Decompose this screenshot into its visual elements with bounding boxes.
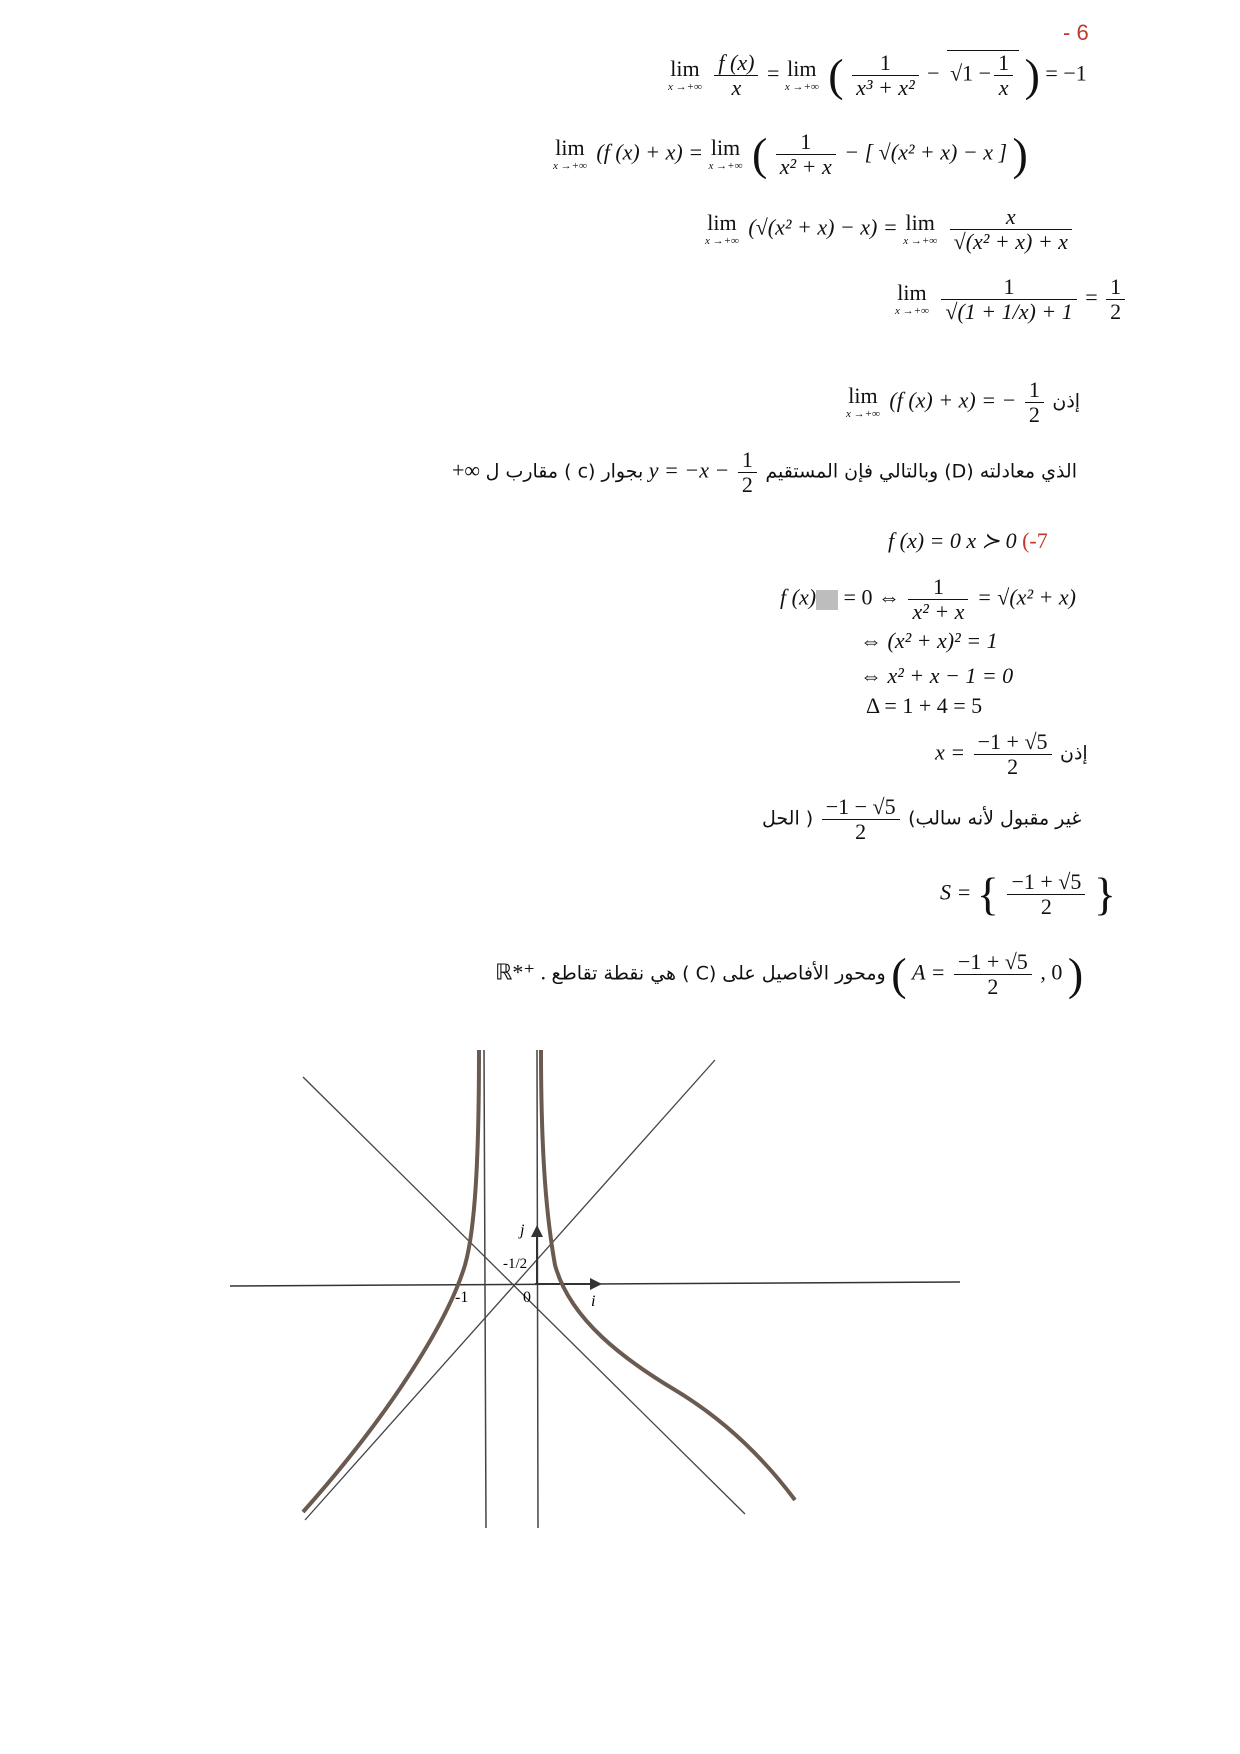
asymptote-x-minus-one [484, 1050, 486, 1528]
vector-i-arrowhead [590, 1278, 602, 1290]
label-minus-one: -1 [455, 1289, 469, 1306]
equation-limit-simplified: lim x →+∞ $\frac{1}{√(1 + 1/x) + 1}$ = $\frac{1}{2}$ [895, 275, 1128, 324]
page-number: - 6 [1063, 20, 1089, 45]
part-7-heading: f (x) = 0 x ≻ 0 (-7 [888, 528, 1048, 553]
equation-limit-f-over-x: lim x →+∞ $\frac{f (x)}{x}$ = lim x →+∞ ( $\frac{1}{\text{x³ + x²}}$ − √1 − $\frac{1}{x}$ ) = −1 [668, 49, 1087, 101]
equation-limit-result: lim x →+∞ (f (x) + x) = − $\frac{1}{2}$ إذن [846, 377, 1081, 427]
curve-right-branch [541, 1050, 795, 1500]
intersection-point: ℝ*⁺ . هي نقطة تقاطع ( C) ومحور الأفاصيل على ( A = $\frac{-1 + √5}{2}$ , 0 ) [495, 948, 1084, 1000]
label-minus-half: -1/2 [503, 1256, 528, 1272]
solution-set: S = { $\frac{-1 + √5}{2}$ } [940, 868, 1116, 920]
vector-j-arrowhead [531, 1225, 543, 1237]
equation-limit-sqrt: lim x →+∞ (√(x² + x) − x) = lim x →+∞ $\frac{x}{\text{√(x² + x) + x}}$ [705, 205, 1075, 254]
asymptote-x-zero [537, 1050, 538, 1528]
equation-limit-f-plus-x: lim x →+∞ (f (x) + x) = lim x →+∞ ( $\frac{1}{\text{x² + x}}$ − [ √(x² + x) − x ] ) [553, 128, 1028, 180]
solve-step-3: ⇔ x² + x − 1 = 0 [860, 663, 1014, 688]
curve-left-branch [303, 1050, 479, 1512]
solve-step-6-rejected: غير مقبول لأنه سالب) $\frac{-1 - √5}{2}$ ( الحل [762, 794, 1082, 844]
label-j-vector: j [520, 1222, 525, 1239]
asymptote-statement: +∞ مقارب ل ( c) بجوار y = −x − $\frac{1}{2}$ وبالتالي فإن المستقيم (D) الذي معادلته [452, 447, 1078, 497]
label-origin: 0 [523, 1289, 531, 1306]
solve-step-1: f (x) = 0 ⇔ $\frac{1}{\text{x² + x}}$ = √(x² + x) [780, 574, 1076, 624]
solve-step-2: ⇔ (x² + x)² = 1 [860, 628, 998, 653]
highlight-mark [816, 590, 838, 610]
label-i-vector: i [591, 1293, 596, 1310]
asymptote-y-x [305, 1060, 715, 1520]
solve-step-4: Δ = 1 + 4 = 5 [866, 693, 983, 718]
solve-step-5: x = $\frac{-1 + √5}{2}$ إذن [935, 729, 1088, 779]
function-graph [225, 1040, 965, 1530]
